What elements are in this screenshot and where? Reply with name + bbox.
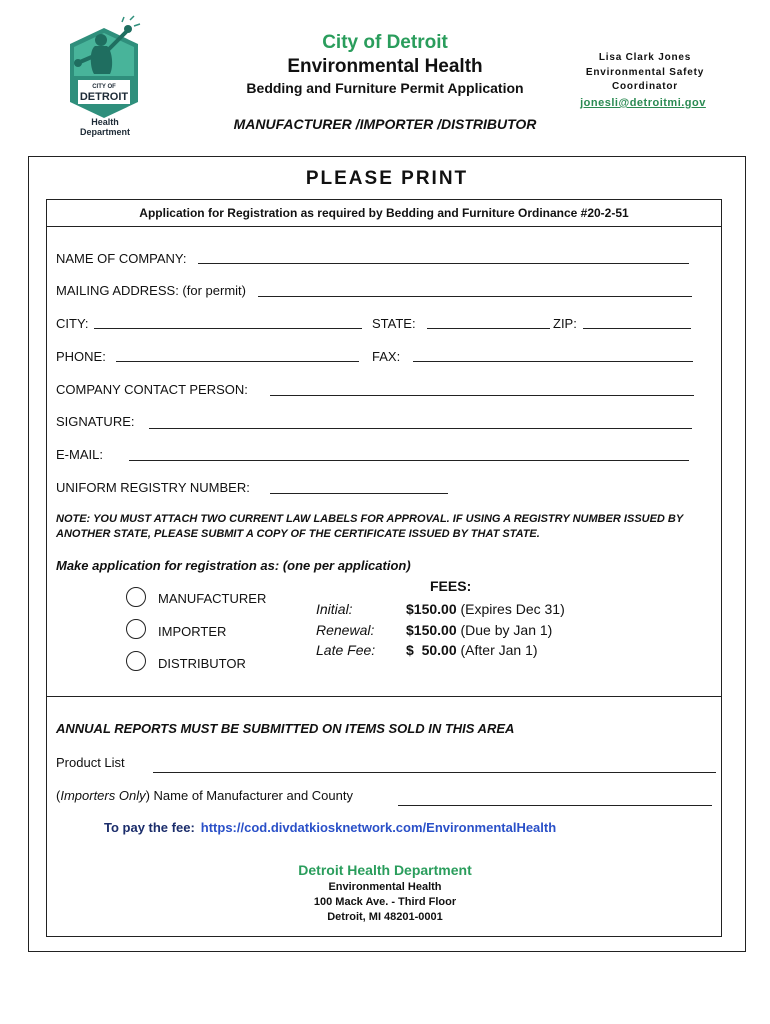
- logo-dept-line1: Health: [91, 117, 119, 127]
- importer-radio[interactable]: [126, 619, 146, 639]
- contact-name: Lisa Clark Jones: [598, 52, 692, 63]
- product-list-label: Product List: [56, 755, 125, 770]
- fee-renewal-label: Renewal:: [316, 622, 375, 638]
- registry-number-label: UNIFORM REGISTRY NUMBER:: [56, 480, 250, 495]
- make-application-text: Make application for registration as: (one per application): [56, 558, 411, 573]
- product-list-field[interactable]: [153, 772, 716, 773]
- city-label: CITY:: [56, 316, 89, 331]
- pay-fee-line: [104, 820, 556, 835]
- fee-late-label: Late Fee:: [316, 642, 376, 658]
- fee-late-amount: $ 50.00: [406, 642, 457, 658]
- header-subtitle: Bedding and Furniture Permit Application: [246, 80, 524, 96]
- signature-field[interactable]: [149, 428, 692, 429]
- footer-line3: Detroit, MI 48201-0001: [327, 911, 443, 923]
- company-name-field[interactable]: [198, 263, 689, 264]
- phone-field[interactable]: [116, 361, 359, 362]
- header-city: City of Detroit: [322, 32, 448, 53]
- annual-reports-heading: ANNUAL REPORTS MUST BE SUBMITTED ON ITEMS SOLD IN THIS AREA: [56, 721, 515, 736]
- fee-initial-value: [406, 601, 565, 617]
- state-field[interactable]: [427, 328, 550, 329]
- fee-late-note: (After Jan 1): [460, 642, 538, 658]
- state-label: STATE:: [372, 316, 416, 331]
- please-print-heading: PLEASE PRINT: [305, 168, 469, 189]
- zip-field[interactable]: [583, 328, 691, 329]
- footer-line2: 100 Mack Ave. - Third Floor: [313, 896, 457, 908]
- contact-person-label: COMPANY CONTACT PERSON:: [56, 382, 248, 397]
- fees-title: FEES:: [430, 578, 472, 594]
- header-department: Environmental Health: [287, 56, 483, 77]
- manufacturer-county-label: (Importers Only) Name of Manufacturer and County: [56, 788, 353, 803]
- zip-label: ZIP:: [553, 316, 577, 331]
- pay-fee-link[interactable]: https://cod.divdatkiosknetwork.com/EnvironmentalHealth: [200, 820, 557, 835]
- spirit-of-detroit-emblem-icon: [64, 14, 144, 124]
- importer-label: IMPORTER: [158, 624, 227, 639]
- contact-title-line1: Environmental Safety: [585, 67, 705, 78]
- signature-label: SIGNATURE:: [56, 414, 135, 429]
- logo-dept-line2: Department: [79, 127, 130, 137]
- registry-number-field[interactable]: [270, 493, 448, 494]
- contact-title-line2: Coordinator: [611, 81, 679, 92]
- company-name-label: NAME OF COMPANY:: [56, 251, 187, 266]
- contact-email-link[interactable]: jonesli@detroitmi.gov: [580, 97, 706, 109]
- footer-dept: Detroit Health Department: [298, 862, 472, 878]
- city-field[interactable]: [94, 328, 362, 329]
- header-category: MANUFACTURER /IMPORTER /DISTRIBUTOR: [233, 116, 537, 132]
- manufacturer-county-field[interactable]: [398, 805, 712, 806]
- mailing-address-field[interactable]: [258, 296, 692, 297]
- fee-renewal-value: [406, 622, 552, 638]
- fax-field[interactable]: [413, 361, 693, 362]
- logo-city-of: CITY OF: [92, 84, 116, 90]
- logo-detroit: DETROIT: [79, 91, 129, 103]
- email-label: E-MAIL:: [56, 447, 103, 462]
- distributor-label: DISTRIBUTOR: [158, 656, 246, 671]
- fax-label: FAX:: [372, 349, 401, 364]
- note-text: NOTE: YOU MUST ATTACH TWO CURRENT LAW LABELS FOR APPROVAL. IF USING A REGISTRY NUMBER ISSUED BY ANOTHER STATE, PLEASE SUBMIT A COPY OF THE CERTIFICATE ISSUED BY THAT STATE.: [56, 513, 684, 540]
- ordinance-text: Application for Registration as required by Bedding and Furniture Ordinance #20-2-51: [139, 206, 629, 220]
- form-inner-box: [46, 199, 722, 697]
- footer-line1: Environmental Health: [328, 881, 442, 893]
- importers-only-text: Importers Only: [60, 788, 146, 803]
- fee-late-value: [406, 642, 538, 658]
- mailing-address-label: MAILING ADDRESS: (for permit): [56, 283, 246, 298]
- logo-dept-text: [60, 117, 150, 137]
- manufacturer-label: MANUFACTURER: [158, 591, 267, 606]
- manufacturer-county-text: Name of Manufacturer and County: [153, 788, 353, 803]
- pay-fee-label: To pay the fee:: [104, 820, 195, 835]
- phone-label: PHONE:: [56, 349, 106, 364]
- fee-initial-label: Initial:: [316, 601, 353, 617]
- fee-renewal-amount: $150.00: [406, 622, 457, 638]
- manufacturer-radio[interactable]: [126, 587, 146, 607]
- fee-initial-amount: $150.00: [406, 601, 457, 617]
- email-field[interactable]: [129, 460, 689, 461]
- fee-initial-note: (Expires Dec 31): [460, 601, 565, 617]
- distributor-radio[interactable]: [126, 651, 146, 671]
- fee-renewal-note: (Due by Jan 1): [460, 622, 553, 638]
- contact-person-field[interactable]: [270, 395, 694, 396]
